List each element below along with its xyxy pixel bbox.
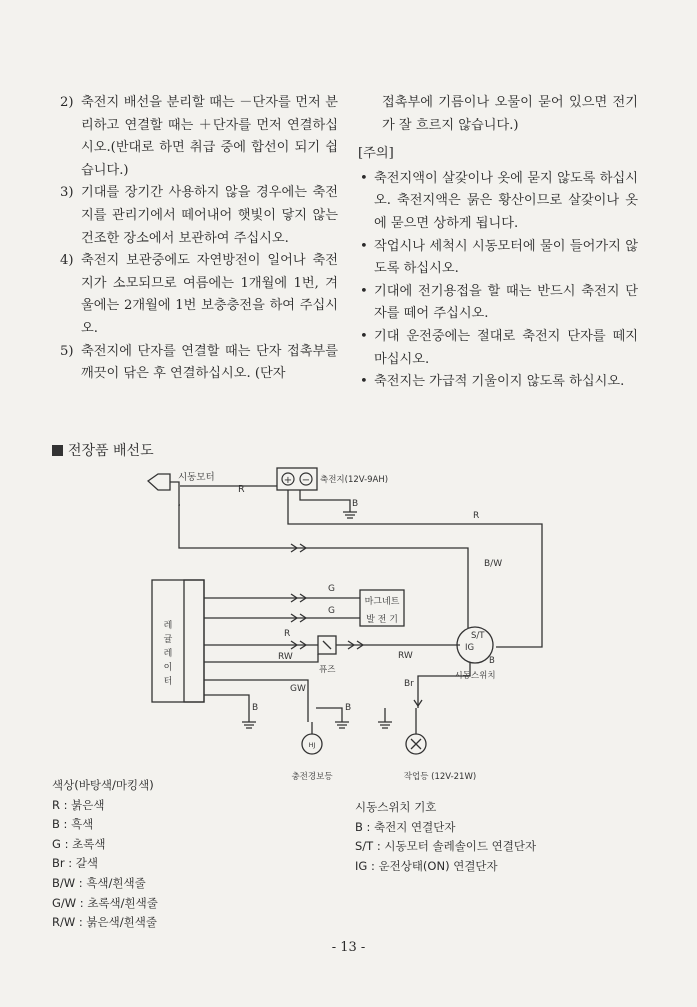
symbol-item: S/T : 시동모터 솔레솔이드 연결단자 xyxy=(355,839,537,854)
legend-item: B : 흑색 xyxy=(52,817,94,832)
symbols-title: 시동스위치 기호 xyxy=(355,800,437,814)
legend-item: R : 붉은색 xyxy=(52,797,105,812)
charge-lamp-symbol: HJ xyxy=(308,741,316,749)
wire-r-starter xyxy=(170,482,180,505)
wire-b-reg xyxy=(204,695,249,722)
fuse-label: 퓨즈 xyxy=(319,665,336,675)
battery-minus-label: − xyxy=(301,475,311,486)
wire-label-b: B xyxy=(352,499,359,509)
item-text: 축전지 보관중에도 자연방전이 일어나 축전지가 소모되므로 여름에는 1개월에 1번, 겨울에는 2개월에 1번 보충충전을 하여 주십시오. xyxy=(81,253,338,336)
wire-label-r: R xyxy=(473,511,480,521)
symbol-item: IG : 운전상태(ON) 연결단자 xyxy=(355,858,498,873)
wire-label-g: G xyxy=(328,584,335,594)
color-legend xyxy=(52,776,158,933)
switch-st-label: S/T xyxy=(471,631,485,641)
switch-label: 시동스위치 xyxy=(454,671,496,681)
caution-text: 축전지는 가급적 기울이지 않도록 하십시오. xyxy=(374,374,625,390)
bullet-icon: • xyxy=(360,238,368,254)
legend-item: B/W : 흑색/흰색줄 xyxy=(52,875,146,890)
list-item xyxy=(60,182,338,250)
bullet-icon: • xyxy=(360,170,368,186)
left-column xyxy=(60,92,338,386)
right-column xyxy=(358,92,638,394)
item-text: 축전지 배선을 분리할 때는 －단자를 먼저 분리하고 연결할 때는 ＋단자를 먼저 연결하십시오.(반대로 하면 취급 중에 합선이 되기 쉽습니다.) xyxy=(81,95,338,178)
charge-lamp-label: 충전경보등 xyxy=(291,772,333,780)
work-lamp-label: 작업등 (12V-21W) xyxy=(403,772,477,780)
regulator-inner xyxy=(184,580,204,702)
work-lamp-filament xyxy=(411,739,421,749)
legend-item: Br : 갈색 xyxy=(52,856,99,871)
bullet-icon: • xyxy=(360,328,368,344)
fuse-element xyxy=(323,641,331,649)
caution-text: 작업시나 세척시 시동모터에 물이 들어가지 않도록 하십시오. xyxy=(374,238,638,277)
legend-item: G : 초록색 xyxy=(52,836,106,851)
ground-icon xyxy=(335,722,349,728)
symbol-item: B : 축전지 연결단자 xyxy=(355,819,456,834)
caution-item xyxy=(358,168,638,236)
battery-label: 축전지(12V-9AH) xyxy=(320,475,389,485)
bullet-icon: • xyxy=(360,283,368,299)
caution-text: 기대 운전중에는 절대로 축전지 단자를 떼지 마십시오. xyxy=(374,328,638,367)
section-title-text: 전장품 배선도 xyxy=(68,443,154,459)
item-number: 3) xyxy=(60,185,74,201)
magneto-label-2: 발 전 기 xyxy=(366,615,398,625)
wire-b-battery xyxy=(300,490,350,512)
wire-label-br: Br xyxy=(404,679,414,689)
wire-b-lamp xyxy=(316,708,342,722)
bullet-icon: • xyxy=(360,374,368,390)
regulator-label: 레 xyxy=(163,649,173,659)
wire-label-rw: RW xyxy=(278,652,293,662)
item-text: 축전지에 단자를 연결할 때는 단자 접촉부를 깨끗이 닦은 후 연결하십시오. (단자 xyxy=(81,343,338,382)
section-title xyxy=(52,440,154,460)
item-text: 기대를 장기간 사용하지 않을 경우에는 축전지를 관리기에서 떼어내어 햇빛이 닿지 않는 건조한 장소에서 보관하여 주십시오. xyxy=(81,185,338,246)
caution-text: 기대에 전기용접을 할 때는 반드시 축전지 단자를 떼어 주십시오. xyxy=(374,283,638,322)
caution-text: 축전지액이 살갗이나 옷에 묻지 않도록 하십시오. 축전지액은 묽은 황산이므로 살갗이나 옷에 묻으면 상하게 됩니다. xyxy=(374,170,638,231)
regulator-label: 터 xyxy=(163,677,173,687)
caution-item xyxy=(358,236,638,281)
wire-label-b: B xyxy=(345,703,352,713)
caution-title: [주의] xyxy=(358,146,394,162)
wire-label-bw: B/W xyxy=(484,559,503,569)
legend-title: 색상(바탕색/마킹색) xyxy=(52,778,154,792)
ground-icon xyxy=(343,512,357,518)
item-number: 5) xyxy=(60,343,74,359)
starter-motor-icon xyxy=(148,474,170,490)
page-number: - 13 - xyxy=(331,940,366,955)
switch-ig-label: IG xyxy=(465,643,475,653)
list-item xyxy=(60,341,338,386)
regulator-label: 귤 xyxy=(163,635,173,645)
wire-label-r: R xyxy=(238,484,245,495)
list-item xyxy=(60,92,338,182)
switch-b-label: B xyxy=(489,656,495,666)
wire-label-r: R xyxy=(284,629,291,639)
wire-label-rw: RW xyxy=(398,651,413,661)
regulator-outer xyxy=(152,580,204,702)
regulator-label: 레 xyxy=(163,621,173,631)
caution-item xyxy=(358,326,638,371)
item-number: 4) xyxy=(60,253,74,269)
wire-label-g: G xyxy=(328,606,335,616)
regulator-label: 이 xyxy=(163,663,173,673)
caution-item xyxy=(358,281,638,326)
starter-motor-label: 시동모터 xyxy=(178,472,215,483)
list-item xyxy=(60,250,338,340)
legend-item: R/W : 붉은색/흰색줄 xyxy=(52,915,157,930)
wire-r-battery xyxy=(288,490,542,647)
magneto-label-1: 마그네트 xyxy=(364,597,400,607)
wiring-diagram xyxy=(0,460,697,780)
wire-label-gw: GW xyxy=(290,684,306,694)
battery-plus-label: + xyxy=(283,475,293,486)
caution-item xyxy=(358,371,638,394)
wire-br xyxy=(418,662,470,708)
switch-symbols xyxy=(355,798,536,876)
square-bullet-icon xyxy=(52,445,63,456)
legend-item: G/W : 초록색/흰색줄 xyxy=(52,895,158,910)
wire-rw-lower xyxy=(204,654,318,662)
item-number: 2) xyxy=(60,95,74,110)
ground-icon xyxy=(378,722,392,728)
ground-icon xyxy=(242,722,256,728)
item-continuation: 접촉부에 기름이나 오물이 묻어 있으면 전기가 잘 흐르지 않습니다.) xyxy=(382,95,638,133)
wire-label-b: B xyxy=(252,703,259,713)
